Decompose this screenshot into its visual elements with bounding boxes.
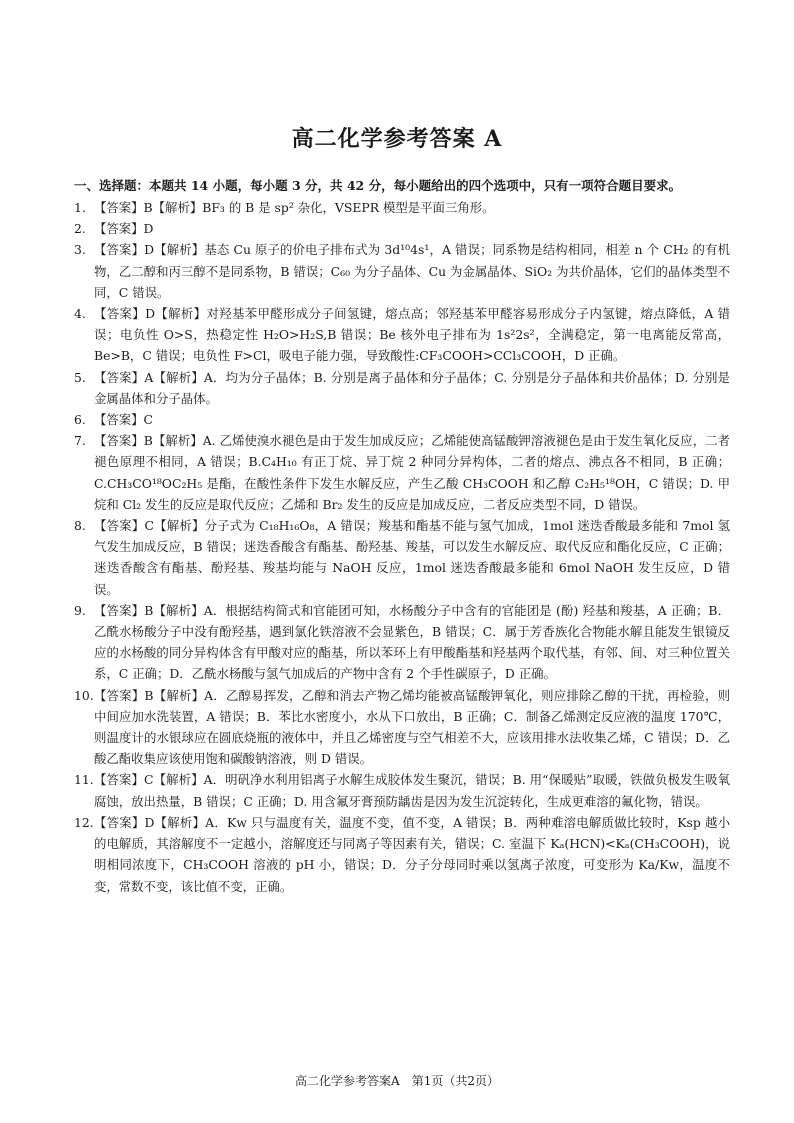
answer-text: 【答案】B【解析】BF₃ 的 B 是 sp² 杂化，VSEPR 模型是平面三角形。 (94, 200, 495, 215)
answer-number: 5. (74, 369, 86, 385)
answer-text: 【答案】C (94, 412, 154, 428)
answer-number: 3. (74, 242, 86, 258)
answer-text: 【答案】C【解析】A．明矾净水利用铝离子水解生成胶体发生聚沉，错误；B. 用“保暖贴”取暖，铁做负极发生吸氧腐蚀，放出热量，B 错误；C 正确；D. 用含氟牙膏预防龋齿是因为发生沉淀转化，生成更难溶的氟化物，错误。 (94, 772, 730, 809)
answer-item (74, 515, 730, 600)
answer-number: 9. (74, 602, 86, 618)
answer-number: 11. (74, 772, 94, 788)
answer-text: 【答案】B【解析】A．乙醇易挥发，乙醇和消去产物乙烯均能被高锰酸钾氧化，则应排除乙醇的干扰，再检验，则中间应加水洗装置，A 错误；B．苯比水密度小，水从下口放出，B 正确；C．制备乙烯测定反应液的温度 170℃，则温度计的水银球应在圆底烧瓶的液体中，并且乙烯密度与空气相差不大，应该用排水法收集乙烯，C 错误；D．乙酸乙酯收集应该使用饱和碳酸钠溶液，则 D 错误。 (94, 687, 730, 767)
answer-item (74, 197, 730, 218)
answer-text: 【答案】B【解析】A. 乙烯使溴水褪色是由于发生加成反应；乙烯能使高锰酸钾溶液褪色是由于发生氧化反应，二者褪色原理不相同，A 错误；B.C₄H₁₀ 有正丁烷、异丁烷 2 种同分异构体，二者的熔点、沸点各不相同，B 正确；C.CH₃CO¹⁸OC₂H₅ 是酯，在酸性条件下发生水解反应，产生乙酸 CH₃COOH 和乙醇 C₂H₅¹⁸OH，C 错误；D. 甲烷和 Cl₂ 发生的反应是取代反应；乙烯和 Br₂ 发生的反应是加成反应，二者反应类型不同，D 错误。 (94, 433, 730, 512)
answer-item (74, 409, 730, 430)
answer-item (74, 769, 730, 811)
section-heading: 一、选择题：本题共 14 小题，每小题 3 分，共 42 分，每小题给出的四个选项中，只有一项符合题目要求。 (74, 178, 682, 193)
answer-number: 2. (74, 221, 86, 237)
answer-number: 6. (74, 412, 86, 428)
answer-number: 12. (74, 814, 94, 830)
answer-number: 8. (74, 518, 86, 534)
answer-item (74, 685, 730, 770)
answer-text: 【答案】C【解析】分子式为 C₁₈H₁₆O₈，A 错误；羧基和酯基不能与氢气加成，1mol 迷迭香酸最多能和 7mol 氢气发生加成反应，B 错误；迷迭香酸含有酯基、酚羟基、羧基，可以发生水解反应、取代反应和酯化反应，C 正确；迷迭香酸含有酯基、酚羟基、羧基均能与 NaOH 反应，1mol 迷迭香酸最多能和 6mol NaOH 发生反应，D 错误。 (94, 518, 730, 597)
answer-item (74, 812, 730, 897)
answer-item (74, 303, 730, 367)
page-footer: 高二化学参考答案A 第1页（共2页） (295, 1074, 499, 1088)
answer-item (74, 430, 730, 515)
answer-number: 1. (74, 200, 86, 215)
answer-item (74, 239, 730, 303)
answer-item (74, 218, 730, 239)
answer-text: 【答案】D (94, 221, 154, 237)
answer-text: 【答案】D【解析】对羟基苯甲醛形成分子间氢键，熔点高；邻羟基苯甲醛容易形成分子内氢键，熔点降低，A 错误；电负性 O>S，热稳定性 H₂O>H₂S,B 错误；Be 核外电子排布为 1s²2s²，全满稳定，第一电离能反常高，Be>B，C 错误；电负性 F>Cl，吸电子能力强，导致酸性:CF₃COOH>CCl₃COOH，D 正确。 (94, 306, 730, 364)
answer-list (74, 197, 730, 897)
answer-text: 【答案】B【解析】A．根据结构简式和官能团可知，水杨酸分子中含有的官能团是 (酚) 羟基和羧基，A 正确；B．乙酰水杨酸分子中没有酚羟基，遇到氯化铁溶液不会显紫色，B 错误；C．属于芳香族化合物能水解且能发生银镜反应的水杨酸的同分异构体含有甲酸对应的酯基，所以苯环上有甲酸酯基和羟基两个取代基，有邻、间、对三种位置关系，C 正确；D．乙酰水杨酸与氢气加成后的产物中含有 2 个手性碳原子，D 正确。 (94, 602, 730, 682)
answer-text: 【答案】D【解析】基态 Cu 原子的价电子排布式为 3d¹⁰4s¹，A 错误；同系物是结构相同，相差 n 个 CH₂ 的有机物，乙二醇和丙三醇不是同系物，B 错误；C₆₀ 为分子晶体、Cu 为金属晶体、SiO₂ 为共价晶体，它们的晶体类型不同，C 错误。 (94, 242, 730, 300)
page-title: 高二化学参考答案 A (291, 126, 503, 152)
answer-number: 4. (74, 306, 86, 322)
answer-item (74, 367, 730, 409)
answer-text: 【答案】D【解析】A．Kw 只与温度有关，温度不变，值不变，A 错误；B．两种难溶电解质做比较时，Ksp 越小的电解质，其溶解度不一定越小，溶解度还与同离子等因素有关，错误；C. 室温下 Kₐ(HCN)<Kₐ(CH₃COOH)，说明相同浓度下，CH₃COOH 溶液的 pH 小，错误；D．分子分母同时乘以氢离子浓度，可变形为 Ka/Kw，温度不变，常数不变，该比值不变，正确。 (94, 814, 730, 894)
answer-number: 7. (74, 433, 86, 449)
answer-number: 10. (74, 687, 94, 703)
answer-text: 【答案】A【解析】A．均为分子晶体；B. 分别是离子晶体和分子晶体；C. 分别是分子晶体和共价晶体；D. 分别是金属晶体和分子晶体。 (94, 369, 730, 406)
answer-item (74, 600, 730, 685)
